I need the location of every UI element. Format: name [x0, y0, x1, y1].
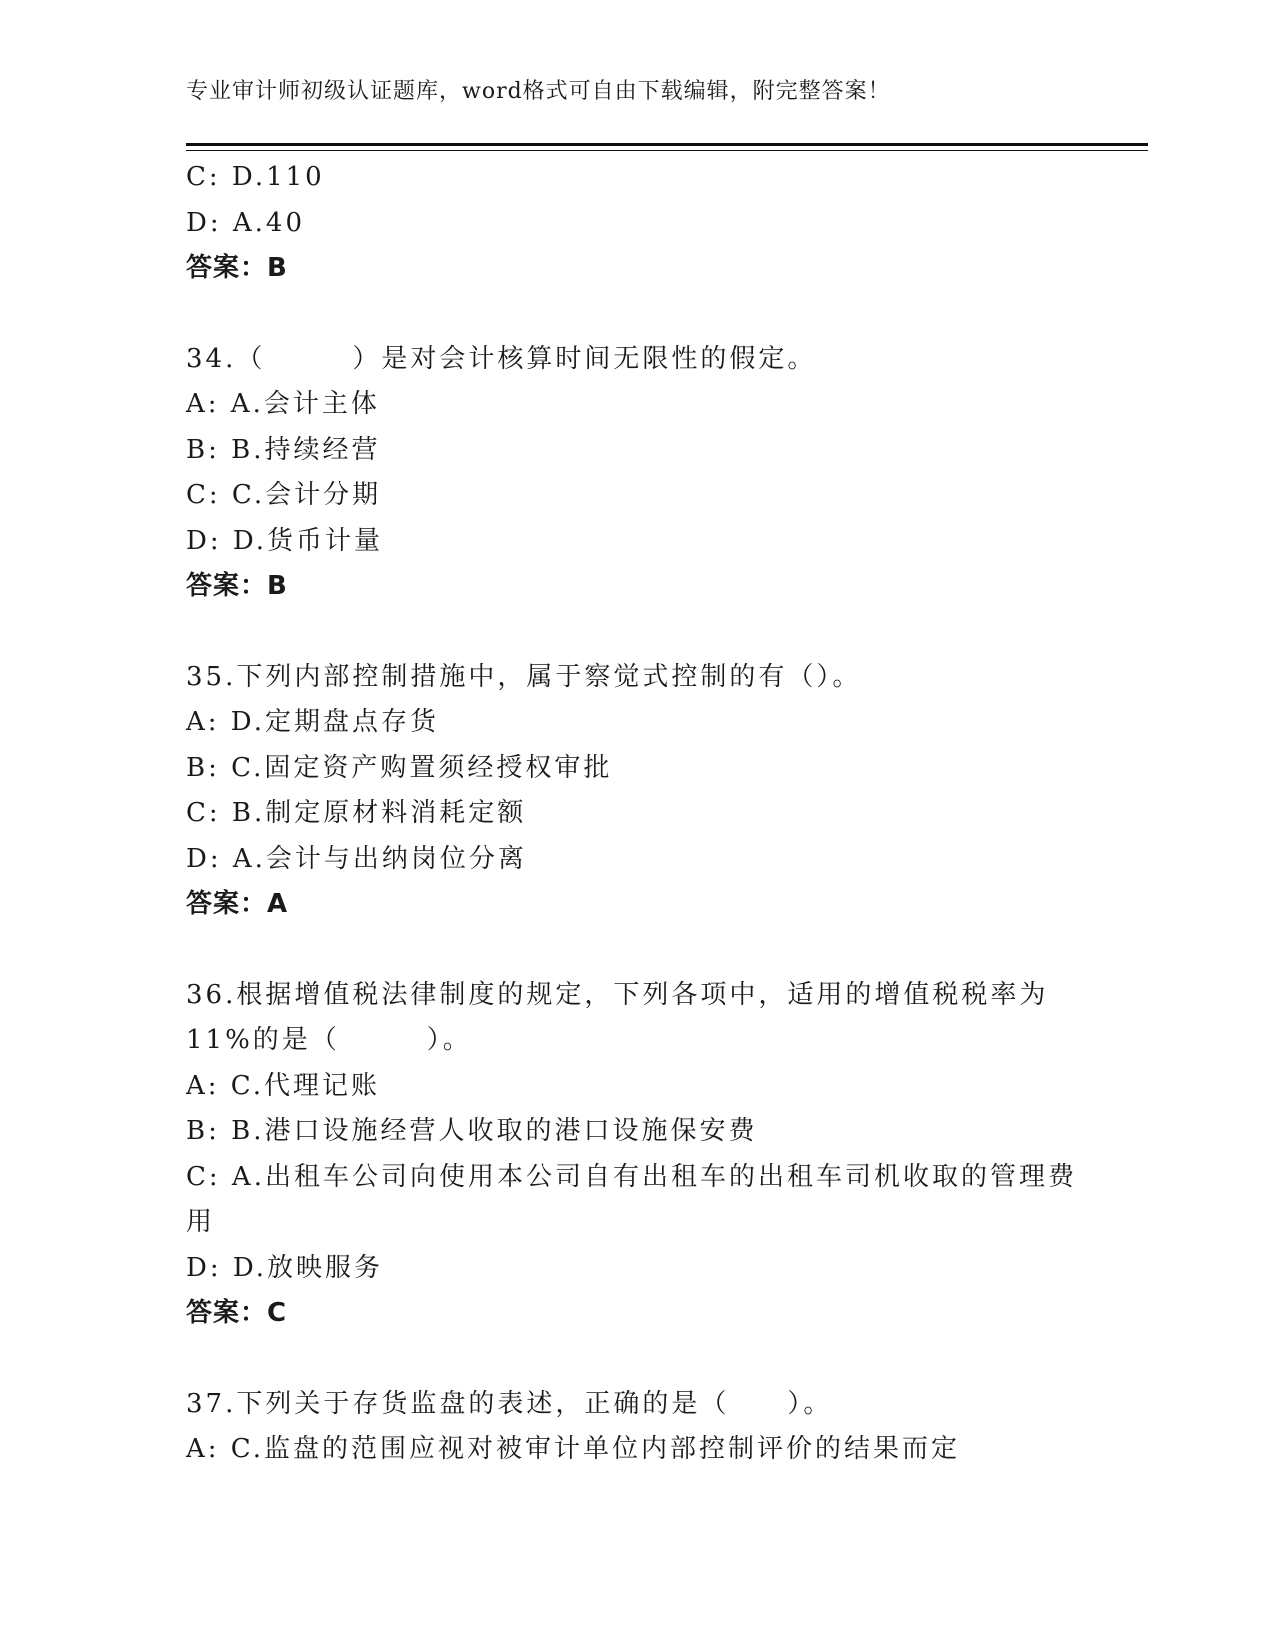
question-content — [186, 155, 1086, 1473]
q35-stem: 35.下列内部控制措施中，属于察觉式控制的有（）。 — [186, 661, 862, 692]
q36-option-d: D: D.放映服务 — [186, 1252, 384, 1283]
page-header: 专业审计师初级认证题库，word格式可自由下载编辑，附完整答案！ — [186, 79, 891, 104]
q35-answer: 答案：A — [186, 889, 289, 919]
q36-option-c-line1: C: A.出租车公司向使用本公司自有出租车的出租车司机收取的管理费 — [186, 1161, 1077, 1192]
spacer — [186, 292, 1086, 337]
q33-option-c: C: D.110 — [186, 162, 325, 192]
q34-option-a: A: A.会计主体 — [186, 389, 380, 419]
q36-option-b: B: B.港口设施经营人收取的港口设施保安费 — [186, 1116, 758, 1146]
q37-option-a: A: C.监盘的范围应视对被审计单位内部控制评价的结果而定 — [186, 1434, 961, 1464]
q33-option-d: D: A.40 — [186, 207, 305, 238]
q36-answer: 答案：C — [186, 1298, 288, 1328]
q36-option-c-line2: 用 — [186, 1207, 216, 1237]
q36-option-a: A: C.代理记账 — [186, 1070, 381, 1101]
q34-answer: 答案：B — [186, 571, 288, 601]
q36-stem-line1: 36.根据增值税法律制度的规定，下列各项中，适用的增值税税率为 — [186, 979, 1049, 1010]
q35-option-d: D: A.会计与出纳岗位分离 — [186, 843, 527, 874]
q34-option-b: B: B.持续经营 — [186, 434, 381, 465]
q35-option-a: A: D.定期盘点存货 — [186, 707, 439, 737]
spacer — [186, 1337, 1086, 1382]
q36-stem-line2: 11%的是（ ）。 — [186, 1025, 472, 1055]
q34-option-c: C: C.会计分期 — [186, 480, 382, 510]
spacer — [186, 610, 1086, 655]
q34-option-d: D: D.货币计量 — [186, 525, 384, 556]
header-rule-thin — [186, 150, 1148, 151]
q35-option-c: C: B.制定原材料消耗定额 — [186, 798, 527, 828]
q35-option-b: B: C.固定资产购置须经授权审批 — [186, 752, 613, 783]
q37-stem: 37.下列关于存货监盘的表述，正确的是（ ）。 — [186, 1388, 833, 1419]
header-rule-thick — [186, 143, 1148, 146]
q34-stem: 34.（ ）是对会计核算时间无限性的假定。 — [186, 343, 817, 374]
q33-answer: 答案：B — [186, 253, 288, 283]
spacer — [186, 928, 1086, 973]
